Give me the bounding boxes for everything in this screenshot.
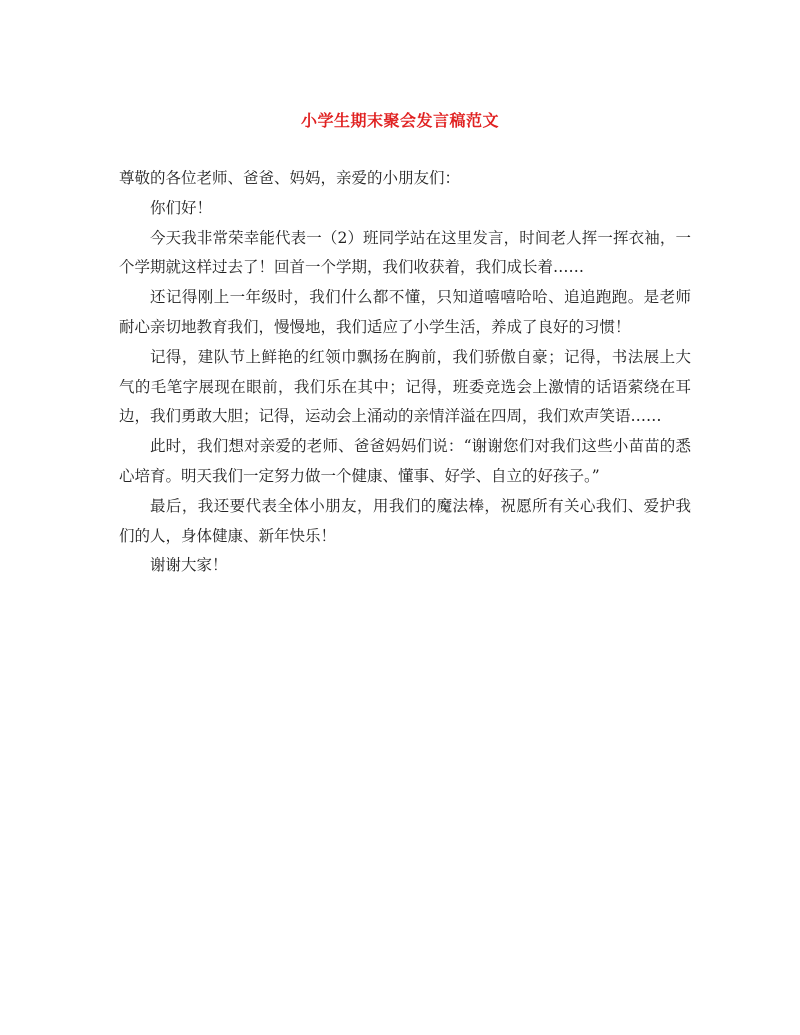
closing-paragraph: 谢谢大家！ xyxy=(150,556,228,575)
body-paragraph: 此时，我们想对亲爱的老师、爸爸妈妈们说：“谢谢您们对我们这些小苗苗的悉心培育。明天我们一定努力做一个健康、懂事、好学、自立的好孩子。” xyxy=(119,437,691,485)
body-paragraph: 记得，建队节上鲜艳的红领巾飘扬在胸前，我们骄傲自豪；记得，书法展上大气的毛笔字展现在眼前，我们乐在其中；记得，班委竞选会上激情的话语萦绕在耳边，我们勇敢大胆；记得，运动会上涌动的亲情洋溢在四周，我们欢声笑语…… xyxy=(119,347,691,426)
body-paragraph: 今天我非常荣幸能代表一（2）班同学站在这里发言，时间老人挥一挥衣袖，一个学期就这样过去了！回首一个学期，我们收获着，我们成长着…… xyxy=(119,228,691,277)
document-body xyxy=(119,164,691,581)
body-paragraph: 最后，我还要代表全体小朋友，用我们的魔法棒，祝愿所有关心我们、爱护我们的人，身体健康、新年快乐！ xyxy=(119,496,691,545)
body-paragraph: 还记得刚上一年级时，我们什么都不懂，只知道嘻嘻哈哈、追追跑跑。是老师耐心亲切地教育我们，慢慢地，我们适应了小学生活，养成了良好的习惯！ xyxy=(119,288,691,336)
document-title: 小学生期末聚会发言稿范文 xyxy=(300,111,499,130)
salutation-paragraph: 你们好！ xyxy=(150,198,213,217)
greeting-paragraph: 尊敬的各位老师、爸爸、妈妈，亲爱的小朋友们： xyxy=(119,169,461,187)
